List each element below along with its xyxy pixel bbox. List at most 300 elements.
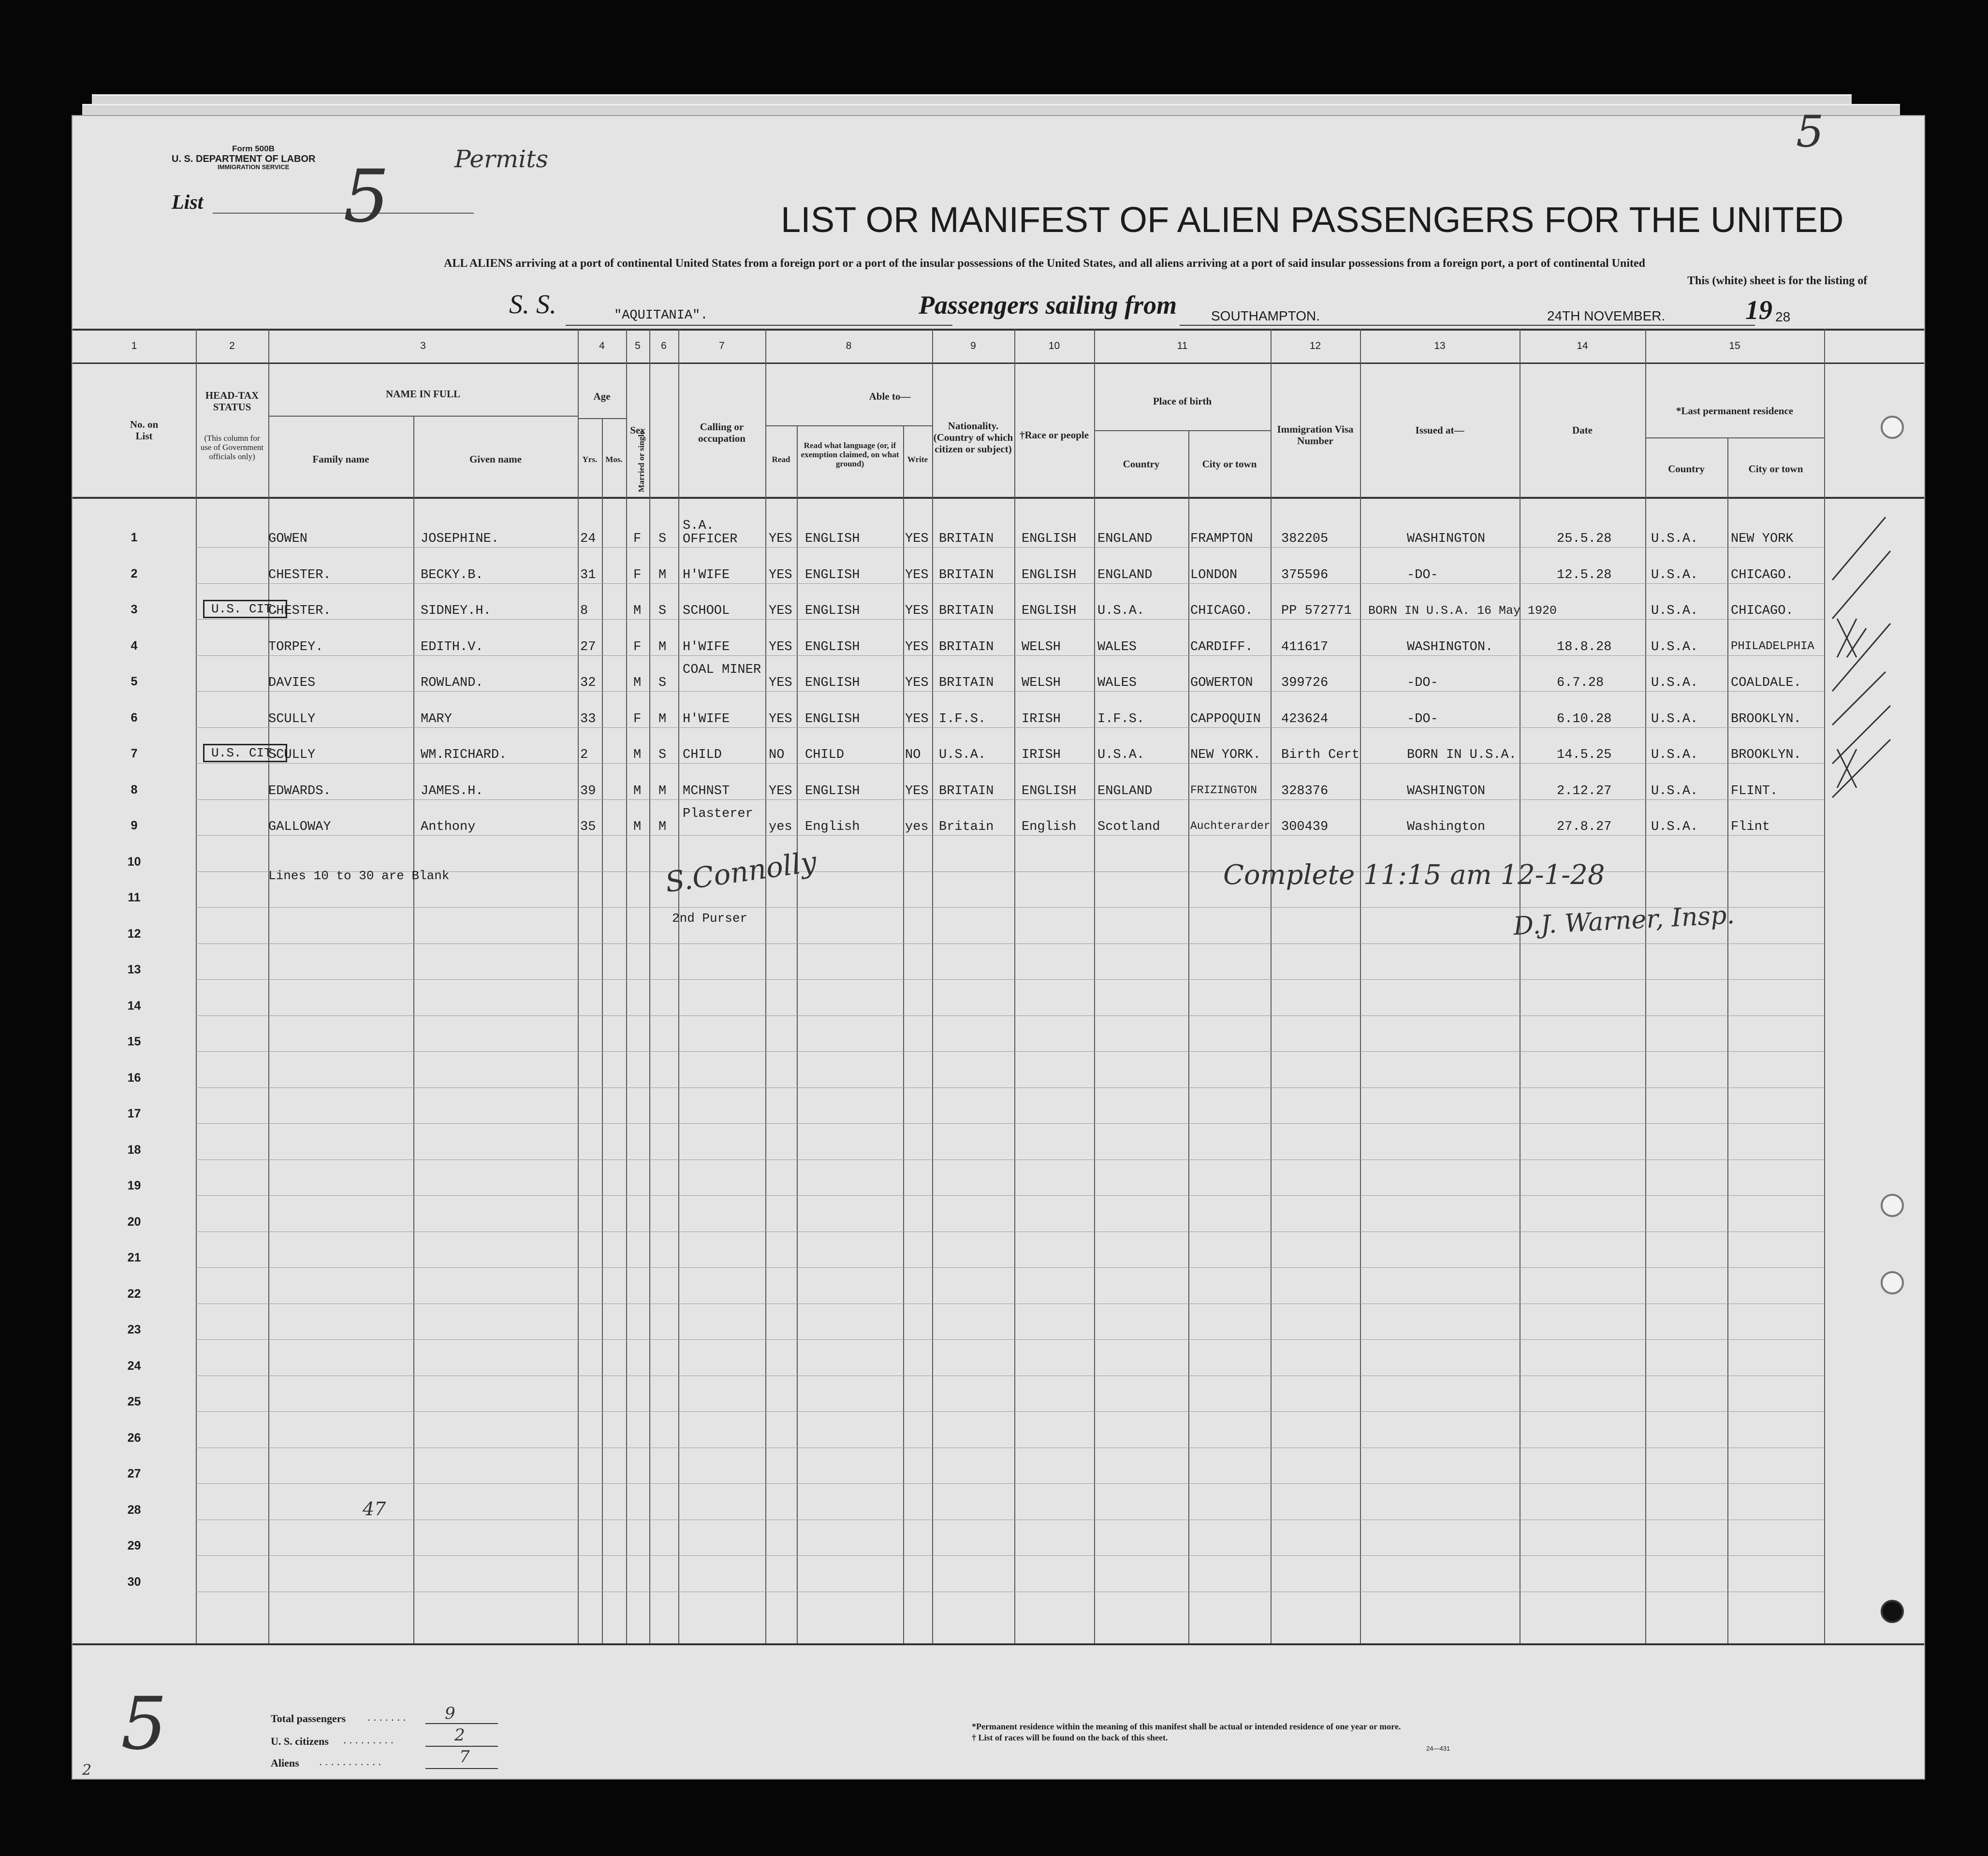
age-cell: 33 [580,711,596,726]
column-rule [626,329,627,1643]
occupation-cell: H'WIFE [683,567,730,582]
age-cell: 27 [580,639,596,654]
visa-number-cell: Birth Cert [1281,748,1360,762]
residence-city-cell: BROOKLYN. [1731,711,1801,726]
occupation-cell: H'WIFE [683,639,730,654]
married-cell: S [658,676,667,690]
column-rule [649,329,650,1643]
visa-date-cell: 12.5.28 [1557,567,1612,582]
page-subtitle: ALL ALIENS arriving at a port of continental United States from a foreign port or a port of the insular possessions of the United States, and all aliens arriving at a port of said insular possessions from a foreign port, a port of continental United [444,257,1645,270]
header-issued-at: Issued at— [1415,424,1464,436]
citizens-underline [425,1746,498,1747]
colnum: 12 [1309,340,1321,351]
permits-note: Permits [454,145,549,173]
married-cell: M [658,711,667,726]
column-rule [765,329,766,1643]
race-cell: ENGLISH [1022,604,1077,618]
header-head-tax-note: (This column for use of Government officials only) [200,433,264,461]
column-rule [797,425,798,1643]
language-cell: ENGLISH [805,676,860,690]
column-rule [1360,329,1361,1643]
given-name-cell: EDITH.V. [421,639,483,654]
sex-cell: F [633,639,642,654]
visa-number-cell: 300439 [1281,820,1329,834]
issued-at-cell: BORN IN U.S.A. 16 May 1920 [1368,604,1557,618]
row-rule [196,1411,1824,1412]
header-given-name: Given name [469,453,522,465]
row-rule [196,1123,1824,1124]
sex-cell: M [633,783,642,798]
language-cell: ENGLISH [805,711,860,726]
row-rule [196,835,1824,836]
issued-at-cell: Washington [1407,820,1486,834]
header-res-city: City or town [1748,463,1803,475]
visa-number-cell: 423624 [1281,711,1329,726]
language-cell: ENGLISH [805,783,860,798]
issued-at-cell: WASHINGTON [1407,783,1486,798]
nationality-cell: BRITAIN [939,783,994,798]
row-number: 15 [127,1035,141,1048]
colnum: 2 [229,340,235,351]
header-head-tax: HEAD-TAX STATUS [205,390,259,413]
header-last-residence: *Last permanent residence [1676,405,1794,417]
row-rule [196,1555,1824,1556]
us-citizen-stamp: U.S. CIT. [203,600,287,618]
header-yrs: Yrs. [582,454,598,464]
us-citizens-value: 2 [454,1726,465,1745]
row-number: 23 [127,1323,141,1336]
row-rule [196,691,1824,692]
birth-country-cell: ENGLAND [1097,567,1153,582]
purser-signature: S.Connolly [663,845,819,899]
row-rule [196,1483,1824,1484]
age-cell: 32 [580,676,596,690]
sex-cell: M [633,676,642,690]
form-code: 24—431 [1426,1745,1450,1752]
visa-date-cell: 14.5.25 [1557,748,1612,762]
language-cell: ENGLISH [805,567,860,582]
birth-country-cell: U.S.A. [1097,748,1145,762]
family-name-cell: GALLOWAY [268,820,331,834]
aliens-underline [425,1768,498,1769]
header-no-on-list: No. on List [130,419,159,442]
nationality-cell: I.F.S. [939,711,986,726]
family-name-cell: DAVIES [268,676,316,690]
column-rule [196,329,197,1643]
given-name-cell: ROWLAND. [421,676,483,690]
row-number: 20 [127,1215,141,1229]
row-rule [196,1015,1824,1016]
ss-label: S. S. [509,290,556,319]
married-cell: M [658,783,667,798]
us-citizen-stamp: U.S. CIT. [203,744,287,762]
visa-date-cell: 2.12.27 [1557,783,1612,798]
row-number: 11 [128,891,141,904]
read-cell: NO [769,748,785,762]
row-rule [196,727,1824,728]
residence-city-cell: FLINT. [1731,783,1778,798]
row-number: 3 [131,603,138,616]
total-underline [425,1723,498,1724]
column-rule [1271,329,1272,1643]
married-cell: M [658,820,667,834]
page-subtitle-2: This (white) sheet is for the listing of [1687,275,1868,287]
colnum: 7 [719,340,725,351]
row-number: 10 [127,855,141,869]
given-name-cell: SIDNEY.H. [421,604,491,618]
row-number: 24 [127,1359,141,1373]
language-cell: CHILD [805,748,845,762]
birth-country-cell: WALES [1097,676,1137,690]
colnum: 4 [599,340,605,351]
table-top-rule [73,329,1924,331]
visa-number-cell: 411617 [1281,639,1329,654]
occupation-cell: MCHNST [683,783,730,798]
family-name-cell: EDWARDS. [268,783,331,798]
residence-country-cell: U.S.A. [1651,676,1698,690]
header-married: Married or single [636,431,646,493]
row-number: 8 [131,783,138,797]
row-number: 27 [127,1467,141,1480]
visa-number-cell: 328376 [1281,783,1329,798]
column-rule [578,329,579,1643]
row-number: 16 [127,1071,141,1085]
birth-city-cell: FRAMPTON [1190,532,1253,546]
header-mos: Mos. [605,454,623,464]
row-number: 18 [127,1143,141,1157]
read-cell: YES [769,711,792,726]
aliens-dots: . . . . . . . . . . . [319,1755,381,1768]
race-cell: WELSH [1022,639,1061,654]
header-sub-rule [268,416,578,417]
row-rule [196,1051,1824,1052]
header-write: Write [907,454,928,464]
race-cell: ENGLISH [1022,567,1077,582]
nationality-cell: BRITAIN [939,639,994,654]
language-cell: ENGLISH [805,604,860,618]
column-rule [268,329,269,1643]
row-number: 14 [127,999,141,1013]
column-rule [678,329,679,1643]
row-number: 6 [131,710,138,725]
row-number: 28 [127,1503,141,1517]
column-rule [1645,329,1646,1643]
binder-hole [1881,416,1904,439]
visa-number-cell: 375596 [1281,567,1329,582]
colnum: 1 [131,340,137,351]
residence-city-cell: COALDALE. [1731,676,1801,690]
given-name-cell: JOSEPHINE. [421,532,499,546]
birth-country-cell: ENGLAND [1097,532,1153,546]
row-number: 12 [127,927,141,941]
residence-country-cell: U.S.A. [1651,532,1698,546]
read-cell: YES [769,676,792,690]
row-number: 22 [127,1287,141,1301]
birth-country-cell: Scotland [1097,820,1160,834]
write-cell: yes [905,820,929,834]
write-cell: NO [905,748,921,762]
complete-note: Complete 11:15 am 12-1-28 [1223,859,1605,891]
visa-number-cell: 399726 [1281,676,1329,690]
page-title: LIST OR MANIFEST OF ALIEN PASSENGERS FOR THE UNITED [781,200,1844,240]
residence-country-cell: U.S.A. [1651,820,1698,834]
race-cell: IRISH [1022,711,1061,726]
occupation-cell: H'WIFE [683,711,730,726]
column-rule [903,425,904,1643]
header-nationality: Nationality. (Country of which citizen or subject) [933,420,1013,455]
read-cell: yes [769,820,792,834]
list-label: List [172,191,204,214]
nationality-cell: BRITAIN [939,604,994,618]
big-five-mark: 5 [121,1682,167,1766]
header-sub-rule [1645,437,1824,438]
visa-date-cell: 18.8.28 [1557,639,1612,654]
colnum: 14 [1577,340,1588,351]
header-res-country: Country [1668,463,1705,475]
issued-at-cell: WASHINGTON. [1407,639,1493,654]
sex-cell: M [633,604,642,618]
row-rule [196,1267,1824,1268]
nationality-cell: Britain [939,820,994,834]
row-rule [196,943,1824,944]
race-cell: ENGLISH [1022,783,1077,798]
residence-country-cell: U.S.A. [1651,783,1698,798]
occupation-cell: S.A. OFFICER [683,519,738,547]
row-rule [196,799,1824,800]
write-cell: YES [905,711,929,726]
family-name-cell: SCULLY [268,748,316,762]
column-rule [1824,329,1825,1643]
family-name-cell: CHESTER. [268,604,331,618]
margin-check-marks [1827,498,1924,933]
sailing-date: 24TH NOVEMBER. [1547,308,1666,323]
read-cell: YES [769,783,792,798]
given-name-cell: BECKY.B. [421,567,483,582]
header-sub-rule [765,425,932,426]
sex-cell: F [633,711,642,726]
bottom-left-mark: 2 [82,1762,92,1779]
row-number: 5 [131,675,138,688]
total-passengers-value: 9 [445,1704,455,1723]
aliens-value: 7 [459,1747,470,1767]
header-read-language: Read what language (or, if exemption claimed, on what ground) [801,440,899,468]
residence-country-cell: U.S.A. [1651,567,1698,582]
header-age: Age [593,391,611,402]
department-name: U. S. DEPARTMENT OF LABOR [172,154,316,164]
sex-cell: M [633,748,642,762]
age-cell: 39 [580,783,596,798]
header-name-in-full: NAME IN FULL [385,388,460,400]
row-rule [196,763,1824,764]
visa-date-cell: 27.8.27 [1557,820,1612,834]
issued-at-cell: -DO- [1407,676,1438,690]
row-number: 2 [131,566,138,580]
total-passengers-label: Total passengers [271,1712,346,1725]
colnum: 15 [1729,340,1740,351]
colnum-rule [73,362,1924,364]
row-rule [196,1339,1824,1340]
colnum: 9 [970,340,976,351]
write-cell: YES [905,567,929,582]
footnote-races: † List of races will be found on the back of this sheet. [972,1733,1168,1742]
corner-mark: 5 [1796,106,1824,157]
row-rule [196,547,1824,548]
married-cell: S [658,604,667,618]
write-cell: YES [905,604,929,618]
birth-country-cell: I.F.S. [1097,711,1145,726]
header-bottom-rule [73,497,1924,499]
us-citizens-label: U. S. citizens [271,1735,329,1747]
row-number: 21 [127,1251,141,1264]
issued-at-cell: WASHINGTON [1407,532,1486,546]
header-calling: Calling or occupation [698,421,746,444]
visa-number-cell: PP 572771 [1281,604,1352,618]
write-cell: YES [905,639,929,654]
issued-at-cell: BORN IN U.S.A. [1407,748,1517,762]
write-cell: YES [905,532,929,546]
race-cell: English [1022,820,1077,834]
row-number: 17 [127,1107,141,1120]
visa-date-cell: 25.5.28 [1557,532,1612,546]
birth-city-cell: Auchterarder [1190,820,1271,832]
header-birth-country: Country [1123,458,1160,470]
column-rule [1727,437,1728,1643]
colnum: 11 [1177,340,1188,351]
header-place-of-birth: Place of birth [1153,395,1212,407]
race-cell: WELSH [1022,676,1061,690]
footnote-residence: *Permanent residence within the meaning of this manifest shall be actual or intended residence of one year or more. [972,1722,1401,1731]
row-rule [196,619,1824,620]
column-rule [1094,329,1095,1643]
residence-city-cell: NEW YORK [1731,532,1794,546]
married-cell: M [658,639,667,654]
row-number: 4 [131,638,138,652]
colnum: 3 [420,340,426,351]
citizens-dots: . . . . . . . . . [343,1734,394,1746]
residence-country-cell: U.S.A. [1651,604,1698,618]
sex-cell: M [633,820,642,834]
family-name-cell: CHESTER. [268,567,331,582]
married-cell: S [658,532,667,546]
residence-country-cell: U.S.A. [1651,748,1698,762]
married-cell: S [658,748,667,762]
row-rule [196,583,1824,584]
aliens-label: Aliens [271,1757,299,1769]
nationality-cell: BRITAIN [939,532,994,546]
write-cell: YES [905,783,929,798]
given-name-cell: JAMES.H. [421,783,483,798]
form-number: Form 500B [232,144,275,153]
row-number: 1 [131,531,138,544]
row-number: 29 [127,1539,141,1552]
sex-cell: F [633,532,642,546]
visa-number-cell: 382205 [1281,532,1329,546]
row-number: 25 [127,1395,141,1408]
header-read: Read [772,454,790,464]
departure-port: SOUTHAMPTON. [1211,308,1320,323]
header-race: †Race or people [1019,429,1089,441]
family-name-cell: SCULLY [268,711,316,726]
occupation-cell: CHILD [683,748,722,762]
age-cell: 2 [580,748,588,762]
birth-city-cell: CHICAGO. [1190,604,1253,618]
read-cell: YES [769,532,792,546]
nationality-cell: U.S.A. [939,748,986,762]
residence-city-cell: CHICAGO. [1731,567,1794,582]
column-rule [932,329,933,1643]
residence-city-cell: BROOKLYN. [1731,748,1801,762]
age-cell: 35 [580,820,596,834]
issued-at-cell: -DO- [1407,711,1438,726]
residence-country-cell: U.S.A. [1651,639,1698,654]
occupation-cell: COAL MINER [683,663,761,677]
residence-city-cell: CHICAGO. [1731,604,1794,618]
language-cell: ENGLISH [805,532,860,546]
ship-name: "AQUITANIA". [614,308,708,323]
write-cell: YES [905,676,929,690]
binder-hole [1881,1271,1904,1294]
ship-underline [566,325,952,326]
read-cell: YES [769,567,792,582]
blank-lines-note: Lines 10 to 30 are Blank [268,869,450,883]
row-number: 13 [127,963,141,976]
row-rule [196,655,1824,656]
column-rule [1014,329,1015,1643]
family-name-cell: TORPEY. [268,639,323,654]
nationality-cell: BRITAIN [939,676,994,690]
race-cell: ENGLISH [1022,532,1077,546]
colnum: 10 [1048,340,1060,351]
row-rule [196,907,1824,908]
occupation-cell: Plasterer [683,807,753,821]
inspector-signature: D.J. Warner, Insp. [1512,900,1736,941]
sailing-label: Passengers sailing from [919,290,1177,319]
residence-city-cell: PHILADELPHIA [1731,639,1814,653]
service-name: IMMIGRATION SERVICE [218,163,290,171]
married-cell: M [658,567,667,582]
read-cell: YES [769,604,792,618]
binder-hole [1881,1600,1904,1623]
header-sex: Sex [630,424,645,436]
purser-label: 2nd Purser [672,911,748,926]
binder-hole [1881,1194,1904,1217]
age-cell: 24 [580,532,596,546]
date-underline [1533,325,1755,326]
nationality-cell: BRITAIN [939,567,994,582]
given-name-cell: Anthony [421,820,476,834]
row-rule [196,1195,1824,1196]
birth-city-cell: LONDON [1190,567,1238,582]
race-cell: IRISH [1022,748,1061,762]
header-able-to: Able to— [869,391,911,402]
visa-date-cell: 6.10.28 [1557,711,1612,726]
given-name-cell: WM.RICHARD. [421,748,507,762]
visa-date-cell: 6.7.28 [1557,676,1604,690]
year-suffix: 28 [1775,309,1791,324]
header-sub-rule [1094,430,1271,431]
column-rule [413,416,414,1643]
occupation-cell: SCHOOL [683,604,730,618]
column-rule [602,418,603,1643]
language-cell: English [805,820,860,834]
residence-country-cell: U.S.A. [1651,711,1698,726]
given-name-cell: MARY [421,711,452,726]
row-number: 19 [127,1179,141,1192]
total-dots: . . . . . . . [367,1711,406,1723]
list-number: 5 [343,155,390,239]
birth-city-cell: CARDIFF. [1190,639,1253,654]
row-rule [196,979,1824,980]
